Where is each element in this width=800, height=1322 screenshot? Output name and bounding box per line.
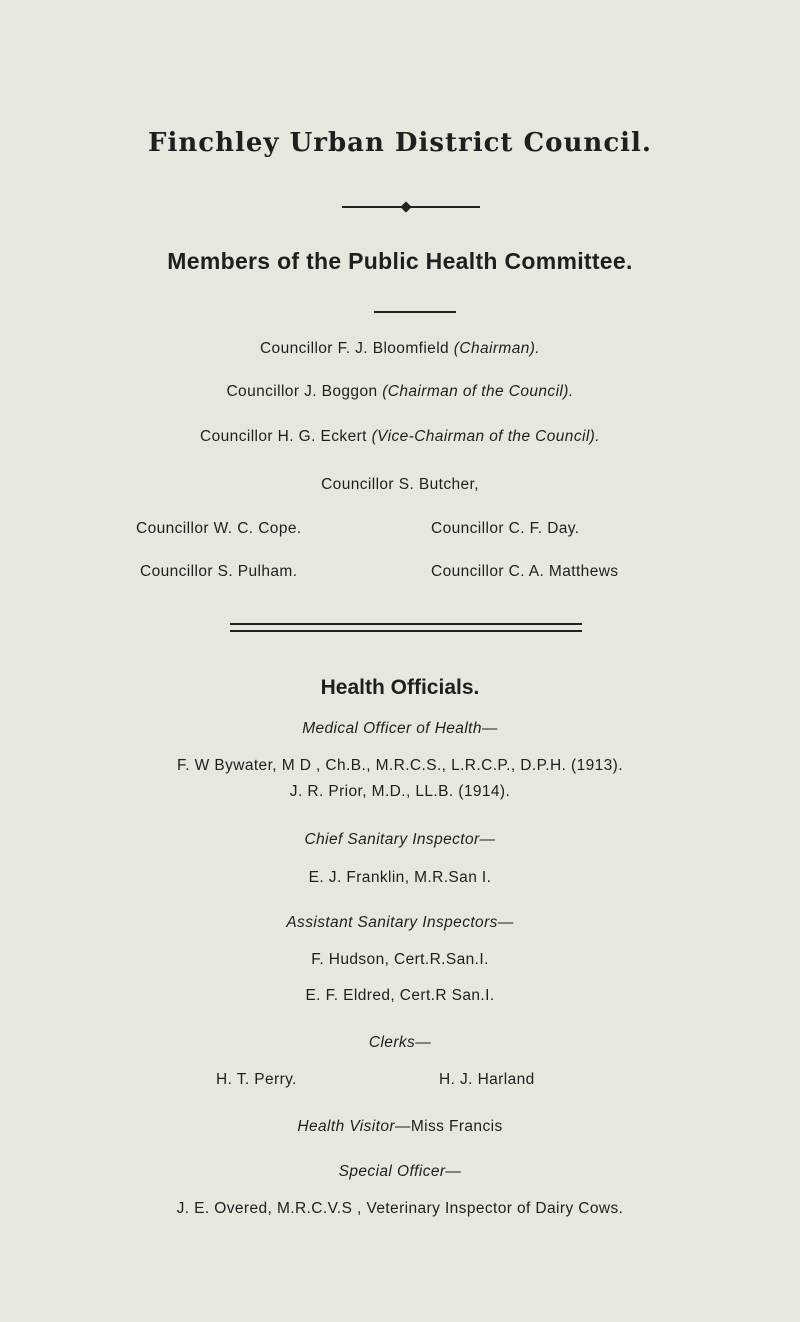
member-council-chairman bbox=[0, 383, 800, 401]
member-role: (Chairman). bbox=[453, 340, 541, 357]
health-visitor bbox=[0, 1118, 800, 1136]
csi-entry: E. J. Franklin, M.R.San I. bbox=[308, 869, 492, 886]
moh-label: Medical Officer of Health— bbox=[302, 720, 498, 737]
member-role: (Vice-Chairman of the Council). bbox=[371, 428, 600, 445]
member-name: Councillor J. Boggon bbox=[226, 383, 378, 400]
special-label: Special Officer— bbox=[338, 1163, 462, 1180]
officials-heading: Health Officials. bbox=[320, 676, 480, 699]
member-cope: Councillor W. C. Cope. bbox=[136, 520, 302, 537]
member-pulham: Councillor S. Pulham. bbox=[140, 563, 298, 580]
committee-heading: Members of the Public Health Committee. bbox=[167, 248, 633, 274]
csi-label: Chief Sanitary Inspector— bbox=[304, 831, 496, 848]
clerk-1: H. T. Perry. bbox=[216, 1071, 297, 1088]
member-chairman bbox=[0, 340, 800, 358]
asi-entry-1: F. Hudson, Cert.R.San.I. bbox=[311, 951, 489, 968]
special-entry: J. E. Overed, M.R.C.V.S , Veterinary Inspector of Dairy Cows. bbox=[176, 1200, 624, 1217]
visitor-label: Health Visitor— bbox=[297, 1118, 411, 1135]
asi-entry-2: E. F. Eldred, Cert.R San.I. bbox=[305, 987, 495, 1004]
clerks-label: Clerks— bbox=[368, 1034, 432, 1051]
moh-entry-2: J. R. Prior, M.D., LL.B. (1914). bbox=[289, 783, 511, 800]
asi-label: Assistant Sanitary Inspectors— bbox=[286, 914, 514, 931]
member-matthews: Councillor C. A. Matthews bbox=[431, 563, 619, 580]
member-role: (Chairman of the Council). bbox=[382, 383, 574, 400]
member-vice-chairman bbox=[0, 428, 800, 446]
council-title: Finchley Urban District Council. bbox=[148, 128, 652, 158]
member-name: Councillor F. J. Bloomfield bbox=[259, 340, 450, 357]
short-divider bbox=[374, 311, 456, 313]
moh-entry-1: F. W Bywater, M D , Ch.B., M.R.C.S., L.R.C.P., D.P.H. (1913). bbox=[177, 757, 623, 774]
member-day: Councillor C. F. Day. bbox=[431, 520, 580, 537]
clerk-2: H. J. Harland bbox=[439, 1071, 535, 1088]
member-name: Councillor H. G. Eckert bbox=[200, 428, 367, 445]
visitor-name: Miss Francis bbox=[410, 1118, 503, 1135]
member-butcher: Councillor S. Butcher, bbox=[321, 476, 479, 493]
